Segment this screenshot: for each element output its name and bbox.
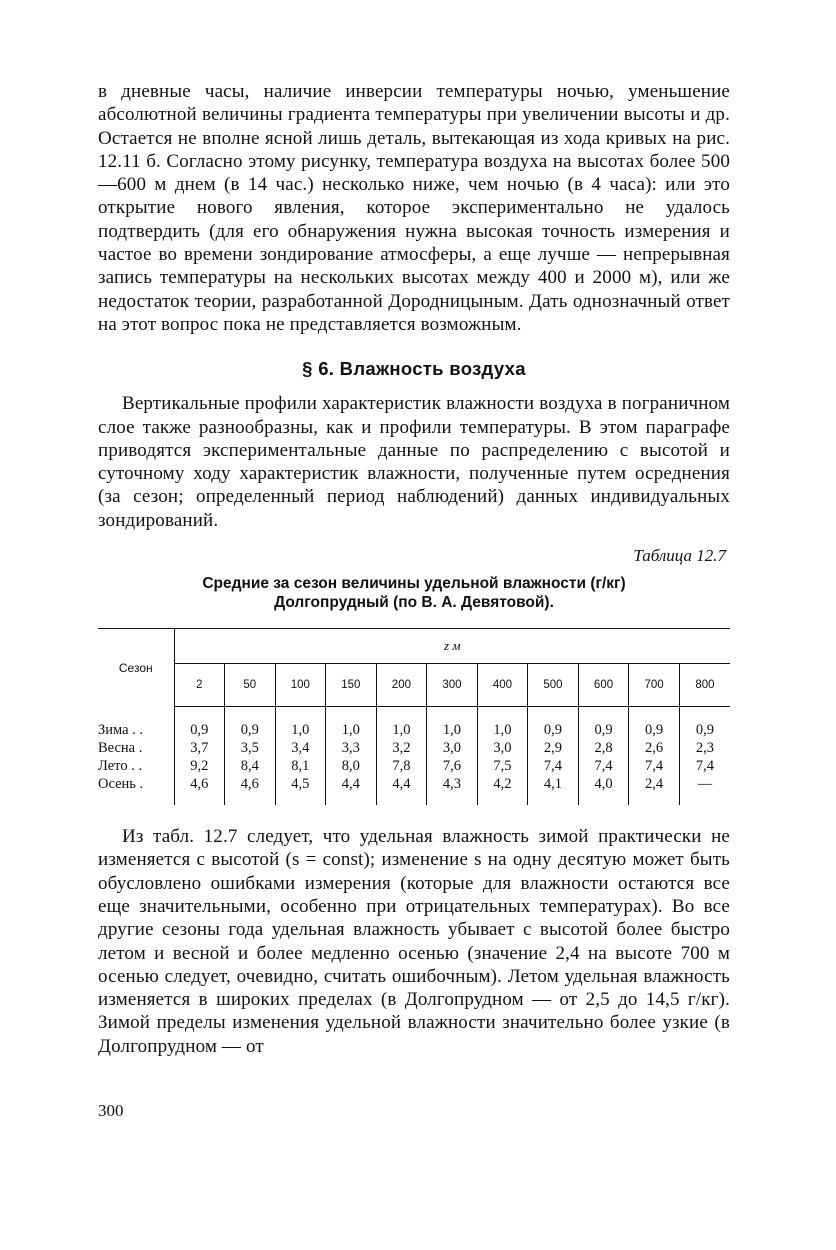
value-cell: 3,7 [174, 739, 225, 757]
value-cell: 3,3 [326, 739, 377, 757]
spacer-cell [427, 707, 478, 722]
table-caption [98, 574, 730, 612]
spacer-cell [225, 793, 276, 805]
spacer-cell [679, 707, 730, 722]
value-cell: 8,1 [275, 757, 326, 775]
table-label: Таблица 12.7 [633, 546, 726, 566]
value-cell: 4,0 [578, 775, 629, 793]
value-cell: 4,5 [275, 775, 326, 793]
value-cell: 0,9 [225, 721, 276, 739]
value-cell: 0,9 [695, 722, 714, 739]
value-cell: 1,0 [275, 721, 326, 739]
page-content [98, 80, 730, 1058]
value-cell: 2,6 [629, 739, 680, 757]
value-cell: 7,4 [695, 758, 714, 775]
height-level-header: 700 [629, 664, 680, 707]
value-cell: 3,5 [225, 739, 276, 757]
season-cell: Зима . . [98, 721, 174, 739]
value-cell: 8,4 [225, 757, 276, 775]
spacer-cell [174, 793, 225, 805]
value-cell: 8,0 [326, 757, 377, 775]
paragraph-intro: в дневные часы, наличие инверсии температуры ночью, уменьшение абсолютной величины градиента температуры при увеличении высоты и др. Остается не вполне ясной лишь деталь, вытекающая из хода кривых на рис. 12.11 б. Согласно этому рисунку, температура воздуха на высотах более 500—600 м днем (в 14 час.) несколько ниже, чем ночью (в 4 часа): или это открытие нового явления, которое экспериментально не удалось подтвердить (для его обнаружения нужна высокая точность измерения и частое во времени зондирование атмосферы, а еще лучше — непрерывная запись температуры на нескольких высотах между 400 и 2000 м), или же недостаток теории, разработанной Дородницыным. Дать однозначный ответ на этот вопрос пока не представляется возможным. [98, 81, 730, 335]
height-level-header: 150 [326, 664, 377, 707]
height-level-header: 300 [427, 664, 478, 707]
spacer-cell [578, 793, 629, 805]
value-cell: 7,6 [427, 757, 478, 775]
value-cell: 1,0 [427, 721, 478, 739]
spacer-cell [275, 793, 326, 805]
value-cell: 7,4 [578, 757, 629, 775]
paragraph-humidity: Вертикальные профили характеристик влажности воздуха в пограничном слое также разнообразны, как и профили температуры. В этом параграфе приводятся экспериментальные данные по распределению с высотой и суточному ходу характеристик влажности, полученные путем осреднения (за сезон; определенный период наблюдений) данных индивидуальных зондирований. [98, 393, 730, 531]
section-heading: § 6. Влажность воздуха [302, 358, 526, 380]
height-level-header: 50 [225, 664, 276, 707]
value-cell: 3,4 [275, 739, 326, 757]
spacer-cell [528, 707, 579, 722]
height-level-header: 2 [174, 664, 225, 707]
value-cell: 7,4 [528, 757, 579, 775]
paragraph-analysis: Из табл. 12.7 следует, что удельная влажность зимой практически не изменяется с высотой (s = const); изменение s на одну десятую может быть обусловлено ошибками измерения (которые для влажности остаются все еще значительными, особенно при отрицательных температурах). Во все другие сезоны года удельная влажность убывает с высотой более быстро летом и весной и более медленно осенью (значение 2,4 на высоте 700 м осенью следует, очевидно, считать ошибочным). Летом удельная влажность изменяется в широких пределах (в Долгопрудном — от 2,5 до 14,5 г/кг). Зимой пределы изменения удельной влажности значительно более узкие (в Долгопрудном — от [98, 826, 730, 1057]
value-cell: 3,2 [376, 739, 427, 757]
value-cell: 3,0 [427, 739, 478, 757]
value-cell: 2,9 [528, 739, 579, 757]
season-cell: Осень . [98, 775, 174, 793]
value-cell: 2,8 [578, 739, 629, 757]
spacer-cell [679, 793, 730, 805]
spacer-cell [427, 793, 478, 805]
value-cell: 3,0 [477, 739, 528, 757]
value-cell: 1,0 [477, 721, 528, 739]
value-cell: 0,9 [578, 721, 629, 739]
value-cell: 1,0 [376, 721, 427, 739]
spacer-cell [326, 707, 377, 722]
height-level-header: 800 [679, 664, 730, 707]
height-level-header: 100 [275, 664, 326, 707]
table-row [98, 721, 730, 739]
value-cell: 2,4 [629, 775, 680, 793]
value-cell: 0,9 [174, 721, 225, 739]
value-cell: 4,1 [528, 775, 579, 793]
value-cell: 4,3 [427, 775, 478, 793]
spacer-cell [528, 793, 579, 805]
value-cell: 4,2 [477, 775, 528, 793]
spacer-cell [98, 793, 174, 805]
value-cell: 1,0 [326, 721, 377, 739]
value-cell: 7,8 [376, 757, 427, 775]
spacer-cell [174, 707, 225, 722]
value-cell: 4,6 [225, 775, 276, 793]
value-cell: 2,3 [695, 740, 714, 757]
spacer-cell [225, 707, 276, 722]
spacer-cell [326, 793, 377, 805]
spacer-cell [629, 707, 680, 722]
spacer-cell [578, 707, 629, 722]
value-cell: 4,4 [376, 775, 427, 793]
value-cell: 0,9 [528, 721, 579, 739]
table-caption-line2: Долгопрудный (по В. А. Девятовой). [274, 594, 554, 612]
spacer-cell [477, 707, 528, 722]
value-cell: 7,4 [629, 757, 680, 775]
height-level-header: 600 [578, 664, 629, 707]
table-row [98, 775, 730, 793]
value-cell: — [697, 776, 713, 793]
height-level-header: 500 [528, 664, 579, 707]
height-column-header: z м [174, 629, 730, 664]
height-level-header: 200 [376, 664, 427, 707]
spacer-cell [477, 793, 528, 805]
table-caption-line1: Средние за сезон величины удельной влажности (г/кг) [202, 575, 626, 593]
page-number: 300 [98, 1101, 124, 1120]
value-cell: 0,9 [629, 721, 680, 739]
spacer-cell [629, 793, 680, 805]
season-column-header: Сезон [98, 629, 174, 707]
spacer-cell [376, 793, 427, 805]
table-row [98, 739, 730, 757]
value-cell: 4,4 [326, 775, 377, 793]
humidity-table [98, 628, 730, 805]
spacer-cell [98, 707, 174, 722]
value-cell: 7,5 [477, 757, 528, 775]
season-cell: Весна . [98, 739, 174, 757]
spacer-cell [275, 707, 326, 722]
table-row [98, 757, 730, 775]
height-level-header: 400 [477, 664, 528, 707]
spacer-cell [376, 707, 427, 722]
value-cell: 9,2 [174, 757, 225, 775]
season-cell: Лето . . [98, 757, 174, 775]
value-cell: 4,6 [174, 775, 225, 793]
